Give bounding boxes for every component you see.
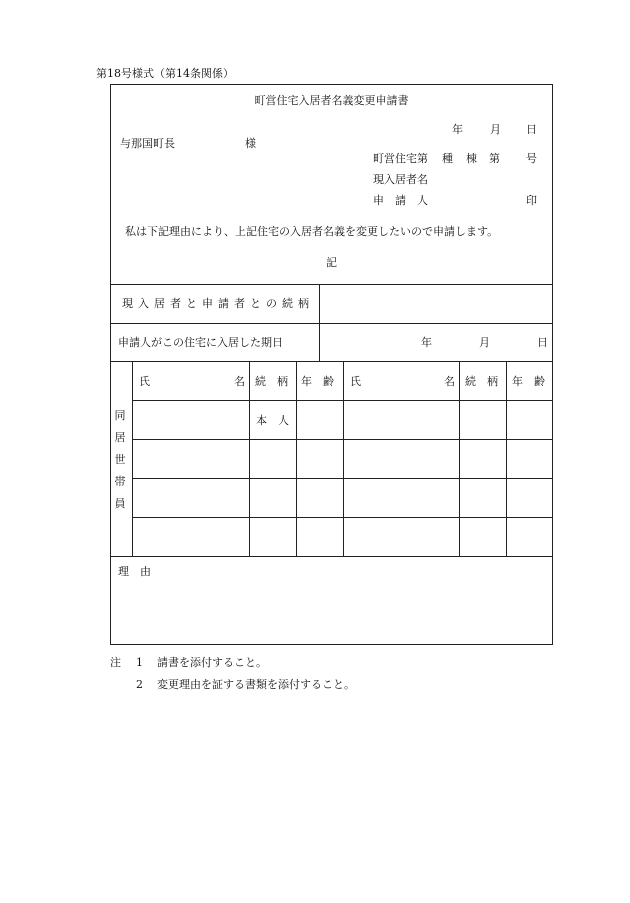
header-age-left: 年 齢: [301, 375, 334, 388]
header-name-second-char-right: 名: [444, 375, 455, 388]
addressee-name: 与那国町長: [120, 137, 175, 150]
note-1-number: 1: [136, 656, 143, 669]
move-in-year: 年: [421, 336, 432, 349]
relation-field[interactable]: [325, 292, 547, 316]
housing-building-label: 棟: [466, 152, 477, 165]
divider-header: [110, 284, 553, 285]
ki-marker: 記: [326, 256, 337, 269]
addressee-honorific: 様: [245, 137, 256, 150]
household-side-label: 同 居 世 帯 員: [114, 409, 126, 510]
current-resident-label: 現入居者名: [373, 173, 428, 186]
household-col-divider-1: [249, 361, 250, 556]
application-form: [110, 84, 553, 645]
header-relation-right: 続 柄: [465, 375, 498, 388]
form-number: 第18号様式（第14条関係）: [96, 67, 234, 80]
header-relation-left: 続 柄: [255, 375, 288, 388]
household-col-divider-3: [343, 361, 344, 556]
header-name-second-char-left: 名: [234, 375, 245, 388]
note-1-text: 請書を添付すること。: [157, 656, 267, 669]
relation-label: 現入居者と申請者との続柄: [122, 297, 314, 310]
seal-label: 印: [526, 194, 537, 207]
move-in-label: 申請人がこの住宅に入居した期日: [118, 336, 283, 349]
header-name-first-char-left: 氏: [139, 375, 150, 388]
household-col-divider-2: [296, 361, 297, 556]
reason-label: 理 由: [118, 565, 151, 578]
move-in-month: 月: [479, 336, 490, 349]
statement: 私は下記理由により、上記住宅の入居者名義を変更したいので申請します。: [125, 225, 499, 238]
first-member-relation: 本 人: [256, 414, 289, 427]
date-year: 年: [452, 123, 463, 136]
note-2-number: 2: [136, 678, 143, 691]
housing-number-prefix: 第: [489, 152, 500, 165]
header-name-first-char-right: 氏: [350, 375, 361, 388]
housing-number-suffix: 号: [526, 152, 537, 165]
move-in-day: 日: [537, 336, 548, 349]
form-title: 町営住宅入居者名義変更申請書: [254, 94, 409, 107]
household-col-divider-5: [506, 361, 507, 556]
label-value-divider: [319, 284, 320, 361]
housing-label: 町営住宅第: [373, 152, 428, 165]
date-day: 日: [526, 123, 537, 136]
housing-type-label: 種: [442, 152, 453, 165]
applicant-label: 申 請 人: [373, 194, 428, 207]
household-col-divider-4: [459, 361, 460, 556]
divider-move-in: [110, 361, 553, 362]
notes-label: 注: [110, 656, 121, 669]
note-2-text: 変更理由を証する書類を添付すること。: [157, 678, 355, 691]
divider-relation: [110, 323, 553, 324]
divider-household: [110, 556, 553, 557]
household-side-divider: [132, 361, 133, 556]
date-month: 月: [490, 123, 501, 136]
header-age-right: 年 齢: [512, 375, 545, 388]
